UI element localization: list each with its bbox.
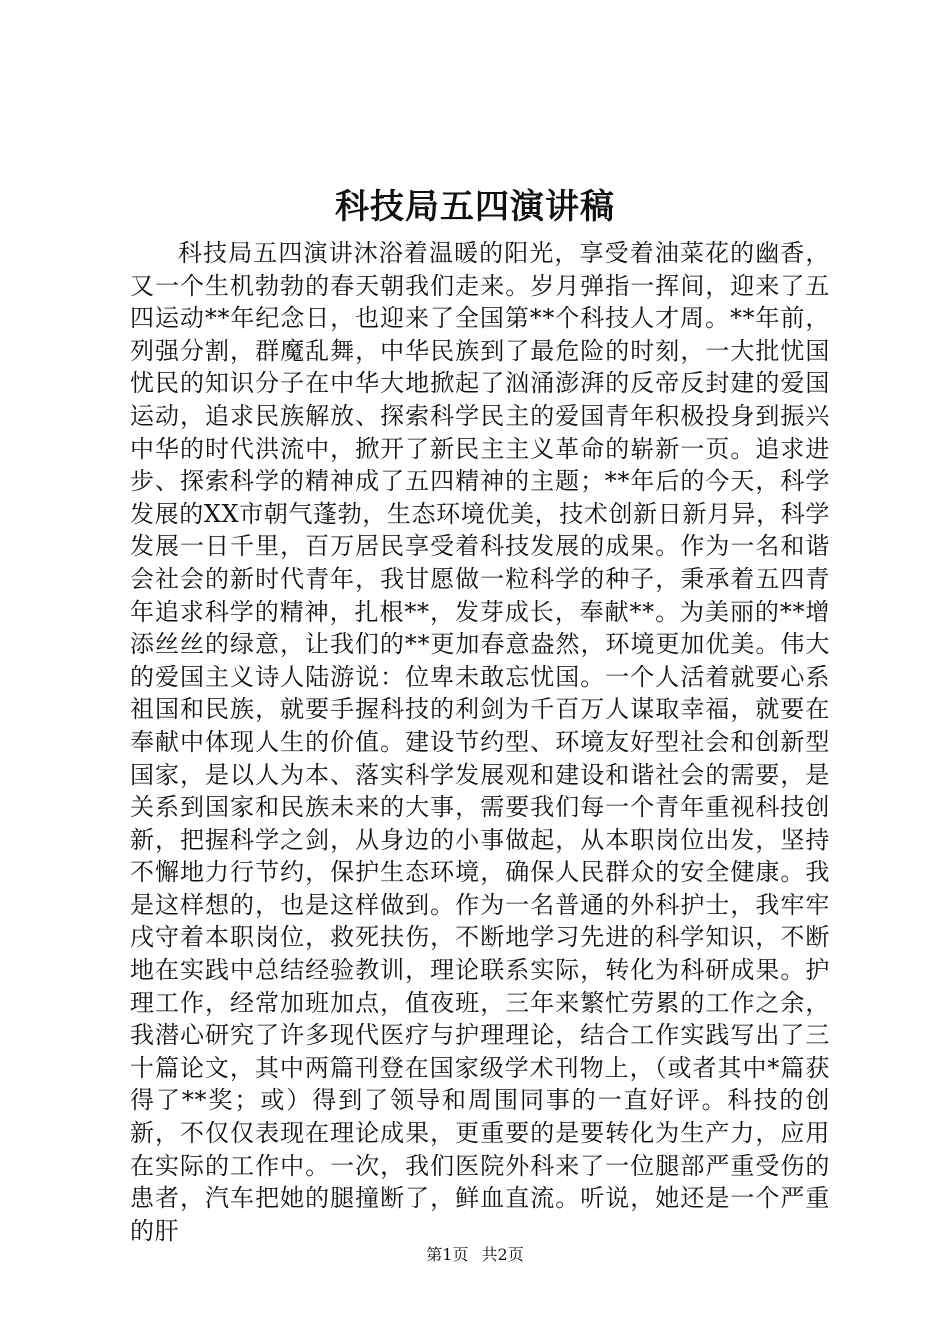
page-total: 共2页 (481, 1245, 524, 1264)
document-title: 科技局五四演讲稿 (335, 187, 615, 227)
document-body: 科技局五四演讲沐浴着温暖的阳光，享受着油菜花的幽香，又一个生机勃勃的春天朝我们走来。岁月弹指一挥间，迎来了五四运动**年纪念日，也迎来了全国第**个科技人才周。**年前，列强分割，群魔乱舞，中华民族到了最危险的时刻，一大批忧国忧民的知识分子在中华大地掀起了汹涌澎湃的反帝反封建的爱国运动，追求民族解放、探索科学民主的爱国青年积极投身到振兴中华的时代洪流中，掀开了新民主主义革命的崭新一页。追求进步、探索科学的精神成了五四精神的主题；**年后的今天，科学发展的XX市朝气蓬勃，生态环境优美，技术创新日新月异，科学发展一日千里，百万居民享受着科技发展的成果。作为一名和谐会社会的新时代青年，我甘愿做一粒科学的种子，秉承着五四青年追求科学的精神，扎根**，发芽成长，奉献**。为美丽的**增添丝丝的绿意，让我们的**更加春意盎然，环境更加优美。伟大的爱国主义诗人陆游说：位卑未敢忘忧国。一个人活着就要心系祖国和民族，就要手握科技的利剑为千百万人谋取幸福，就要在奉献中体现人生的价值。建设节约型、环境友好型社会和创新型国家，是以人为本、落实科学发展观和建设和谐社会的需要，是关系到国家和民族未来的大事，需要我们每一个青年重视科技创新，把握科学之剑，从身边的小事做起，从本职岗位出发，坚持不懈地力行节约，保护生态环境，确保人民群众的安全健康。我是这样想的，也是这样做到。作为一名普通的外科护士，我牢牢戌守着本职岗位，救死扶伤，不断地学习先进的科学知识，不断地在实践中总结经验教训，理论联系实际，转化为科研成果。护理工作，经常加班加点，值夜班，三年来繁忙劳累的工作之余，我潜心研究了许多现代医疗与护理理论，结合工作实践写出了三十篇论文，其中两篇刊登在国家级学术刊物上，（或者其中*篇获得了**奖；或）得到了领导和周围同事的一直好评。科技的创新，不仅仅表现在理论成果，更重要的是要转化为生产力，应用在实际的工作中。一次，我们医院外科来了一位腿部严重受伤的患者，汽车把她的腿撞断了，鲜血直流。听说，她还是一个严重的肝 (130, 239, 830, 1245)
page-footer (0, 1244, 950, 1266)
page-number: 第1页 (426, 1245, 469, 1264)
